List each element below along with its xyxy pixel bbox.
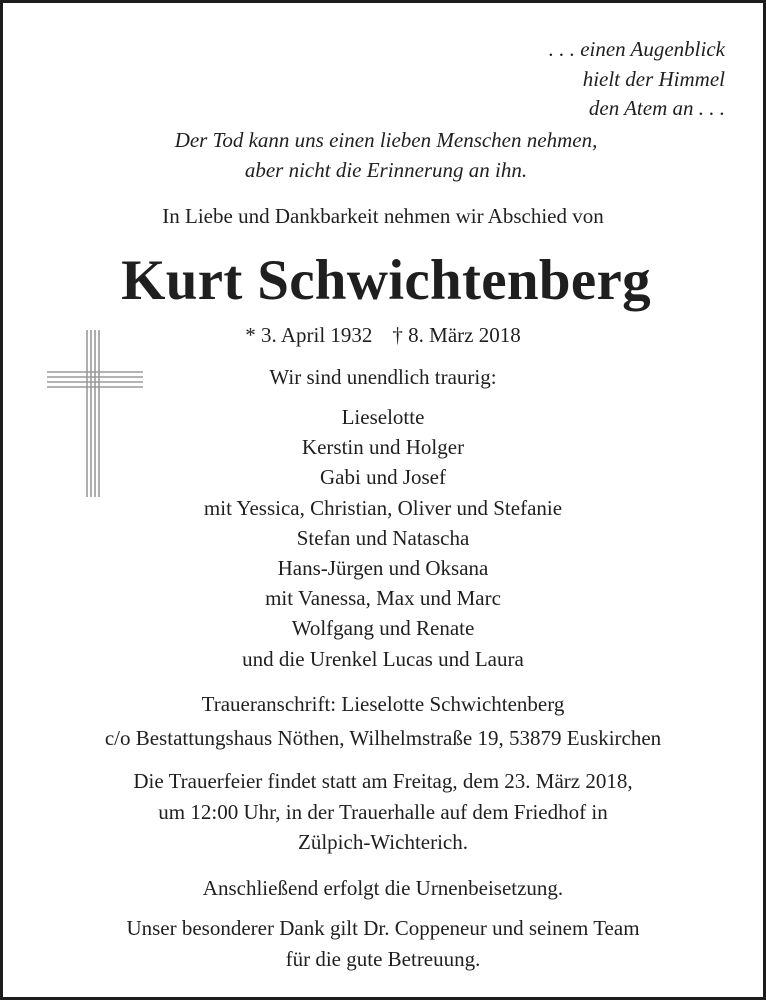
family-member: Wolfgang und Renate [291,616,475,641]
mourning-address-street: c/o Bestattungshaus Nöthen, Wilhelmstraße 19, 53879 Euskirchen [104,726,662,750]
urn-burial-note: Anschließend erfolgt die Urnenbeisetzung. [202,876,564,900]
family-member: Kerstin und Holger [301,435,465,460]
thanks-line: Unser besonderer Dank gilt Dr. Coppeneur und seinem Team [126,916,640,940]
verse-right-line: den Atem an . . . [588,96,725,120]
ceremony-line: Die Trauerfeier findet statt am Freitag, dem 23. März 2018, [133,769,633,793]
death-date: † 8. März 2018 [392,323,521,347]
ceremony-line: Zülpich-Wichterich. [298,830,468,854]
intro-line: In Liebe und Dankbarkeit nehmen wir Abschied von [162,204,604,228]
verse-center-line: Der Tod kann uns einen lieben Menschen nehmen, [174,128,598,152]
family-list [3,402,763,674]
thanks-line: für die gute Betreuung. [285,946,481,971]
verse-center [3,126,766,185]
verse-right [549,35,725,124]
mourning-address-name: Traueranschrift: Lieselotte Schwichtenberg [201,692,565,716]
ceremony-line: um 12:00 Uhr, in der Trauerhalle auf dem Friedhof in [158,799,608,824]
family-member: mit Vanessa, Max und Marc [265,586,501,611]
funeral-ceremony-info [3,766,763,858]
family-member: und die Urenkel Lucas und Laura [242,646,524,671]
verse-center-line: aber nicht die Erinnerung an ihn. [244,157,528,182]
birth-date: * 3. April 1932 [245,323,373,347]
verse-right-line: . . . einen Augenblick [548,37,725,61]
deceased-name: Kurt Schwichtenberg [121,249,651,312]
family-member: mit Yessica, Christian, Oliver und Stefanie [203,495,563,520]
family-member: Stefan und Natascha [296,525,470,550]
verse-right-line: hielt der Himmel [582,66,725,91]
family-member: Gabi und Josef [320,465,446,490]
family-member: Lieselotte [341,405,425,429]
mourning-line: Wir sind unendlich traurig: [269,365,497,389]
family-member: Hans-Jürgen und Oksana [277,556,489,581]
thanks-note [3,913,763,974]
